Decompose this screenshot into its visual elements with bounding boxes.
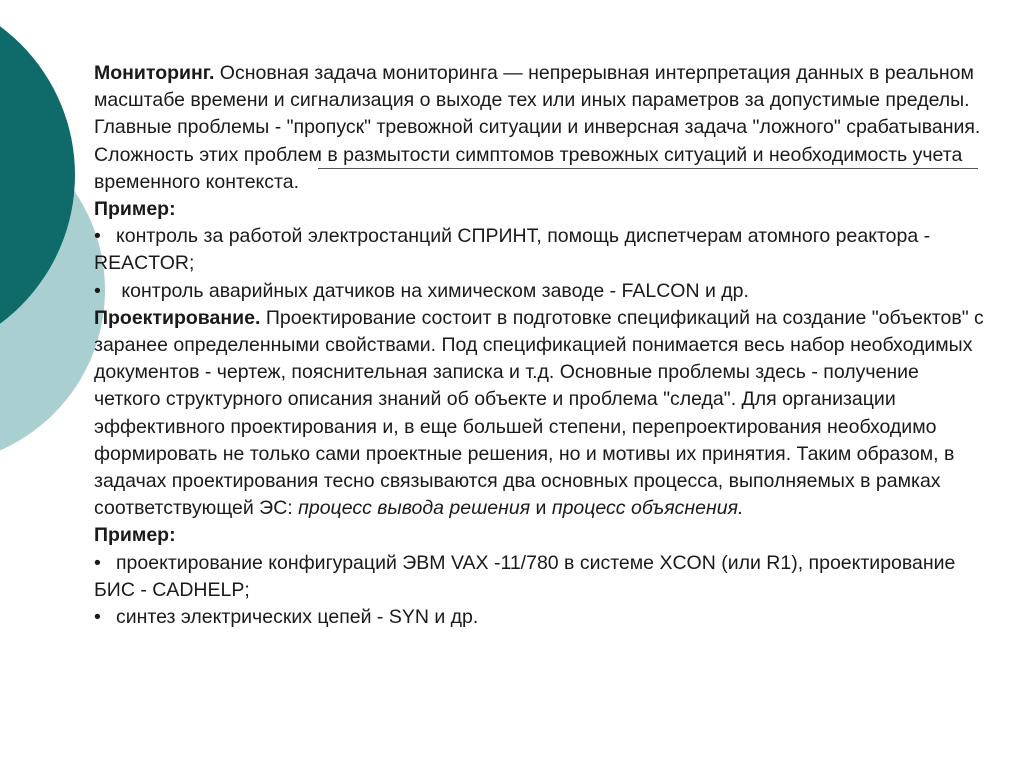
bullet-icon: • [94,225,101,248]
design-italic-2: процесс объяснения [551,497,738,520]
monitoring-text: Основная задача мониторинга — непрерывная интерпретация данных в реальном масштабе времени и сигнализация о выходе тех или иных параметров за допустимые пределы. Главные проблемы - "пропуск" тревожной ситуации и инверсная задача "ложного" срабатывания. Сложность этих проблем в размытости симптомов тревожных ситуаций и необходимость учета временного контекста. [94,62,981,193]
design-heading: Проектирование. [94,306,261,329]
bullet-icon: • [94,606,101,629]
example1-bullet-2-text: контроль аварийных датчиков на химическом заводе - FALCON и др. [116,279,749,302]
bullet-icon: • [94,279,101,302]
slide-content [94,60,984,631]
example2-heading: Пример: [94,524,176,547]
example1-heading: Пример: [94,198,176,221]
example2-bullet-2 [94,604,984,631]
example2-bullet-1 [94,550,984,604]
monitoring-heading: Мониторинг. [94,62,215,84]
design-text: Проектирование состоит в подготовке спецификаций на создание "объектов" с заранее определенными свойствами. Под спецификацией понимается весь набор необходимых документов - чертеж, пояснительная записка и т.д. Основные проблемы здесь - получение четкого структурного описания знаний об объекте и проблема "следа". Для организации эффективного проектирования и, в еще большей степени, перепроектирования необходимо формировать не только сами проектные решения, но и мотивы их принятия. Таким образом, в задачах проектирования тесно связываются два основных процесса, выполняемых в рамках соответствующей ЭС: [94,306,984,520]
example1-bullet-2 [94,278,984,305]
example1-bullet-1-text: контроль за работой электростанций СПРИНТ, помощь диспетчерам атомного реактора - REACTOR; [94,225,931,275]
example2-bullet-1-text: проектирование конфигураций ЭВМ VAX -11/780 в системе XCON (или R1), проектирование БИС - CADHELP; [94,551,956,601]
example2-bullet-2-text: синтез электрических цепей - SYN и др. [116,606,479,629]
design-end: . [738,497,744,520]
design-conjunction: и [530,497,552,520]
example1-bullet-1 [94,223,984,277]
bullet-icon: • [94,551,101,574]
monitoring-paragraph [94,60,984,196]
design-paragraph [94,305,984,523]
design-italic-1: процесс вывода решения [298,497,531,520]
